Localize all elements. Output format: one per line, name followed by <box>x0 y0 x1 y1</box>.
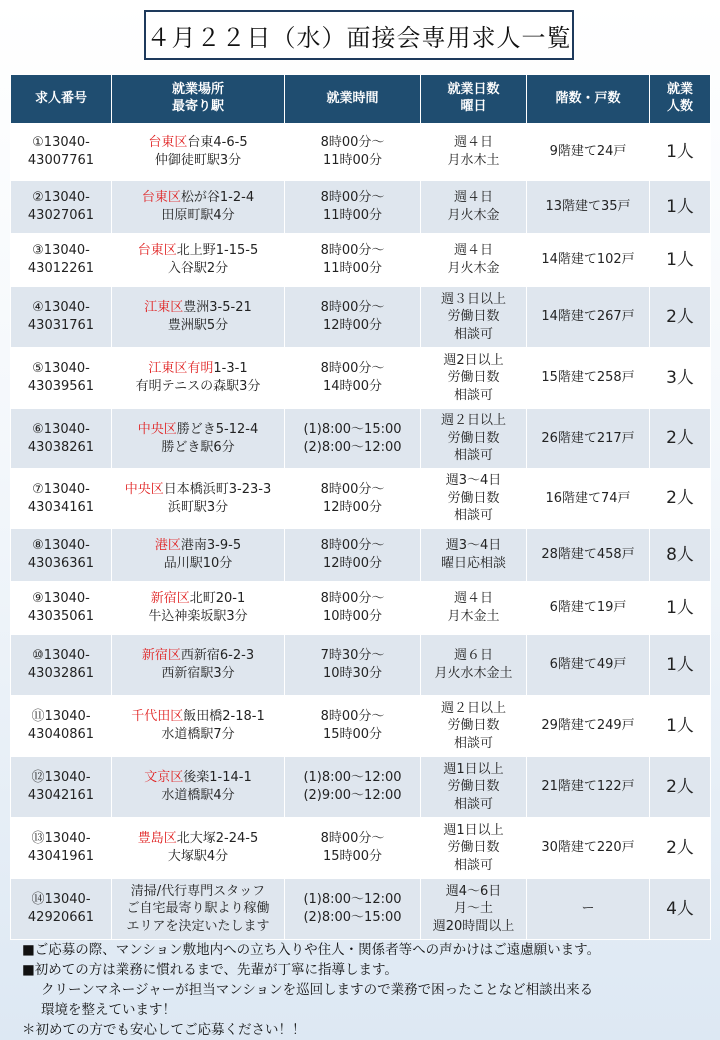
days-text: 週２日以上 <box>440 700 506 716</box>
job-id-cell: ⑩13040- 43032861 <box>11 635 112 696</box>
days-text: 月～土 <box>453 901 493 917</box>
address-text: 日本橋浜町3-23-3 <box>163 481 272 497</box>
days-cell <box>421 234 527 287</box>
header-people: 就業 人数 <box>650 75 711 124</box>
place-cell <box>112 181 285 234</box>
people-cell: 2人 <box>650 409 711 469</box>
ward-name: 江東区有明 <box>148 361 214 377</box>
note-line: ＊初めての方でも安心してご応募ください！！ <box>22 1022 306 1038</box>
days-cell <box>421 287 527 348</box>
job-id-cell: ⑧13040- 43036361 <box>11 529 112 582</box>
ward-name: 中央区 <box>137 421 177 437</box>
ward-name: 新宿区 <box>150 591 190 607</box>
people-cell: 1人 <box>650 582 711 635</box>
ward-name: 豊島区 <box>137 831 177 847</box>
days-text: 週3～4日 <box>445 538 502 554</box>
address-text: 勝どき5-12-4 <box>176 421 259 437</box>
floors-cell: 14階建て102戸 <box>527 234 650 287</box>
address-text: 豊洲3-5-21 <box>183 300 252 316</box>
place-cell <box>112 879 285 940</box>
job-id-cell: ④13040- 43031761 <box>11 287 112 348</box>
ward-name: 文京区 <box>144 770 184 786</box>
days-text: 労働日数 <box>447 309 500 325</box>
ward-name: 新宿区 <box>141 648 181 664</box>
address-text: 1-3-1 <box>213 361 248 377</box>
floors-cell: 13階建て35戸 <box>527 181 650 234</box>
job-id-cell: ⑬13040- 43041961 <box>11 818 112 879</box>
table-row <box>11 879 711 940</box>
ward-name: 江東区 <box>144 300 184 316</box>
hours-cell: 8時00分～ 11時00分 <box>285 124 421 181</box>
address-text: 西新宿6-2-3 <box>180 648 255 664</box>
days-cell <box>421 879 527 940</box>
table-row <box>11 529 711 582</box>
people-cell: 1人 <box>650 124 711 181</box>
job-id-cell: ⑥13040- 43038261 <box>11 409 112 469</box>
station-text: 西新宿駅3分 <box>161 666 235 681</box>
job-id-cell: ③13040- 43012261 <box>11 234 112 287</box>
place-cell <box>112 234 285 287</box>
station-text: 田原町駅4分 <box>161 208 235 223</box>
days-text: 週4～6日 <box>445 883 502 899</box>
days-text: 月水木土 <box>447 153 500 168</box>
days-text: 相談可 <box>453 735 493 751</box>
address-text: 北大塚2-24-5 <box>176 831 259 847</box>
station-text: 浜町駅3分 <box>167 499 229 515</box>
station-text: 勝どき駅6分 <box>161 439 235 455</box>
place-cell <box>112 696 285 757</box>
days-text: 週４日 <box>453 190 493 206</box>
days-text: 週2日以上 <box>443 352 504 368</box>
days-text: 相談可 <box>453 387 493 403</box>
days-text: 月火木金 <box>447 261 500 276</box>
table-row <box>11 124 711 181</box>
ward-name: 台東区 <box>137 243 177 259</box>
job-id-cell: ⑫13040- 43042161 <box>11 757 112 818</box>
table-row <box>11 635 711 696</box>
table-row <box>11 409 711 469</box>
days-text: 週3～4日 <box>445 473 502 489</box>
job-id-cell: ⑦13040- 43034161 <box>11 469 112 529</box>
hours-cell: 8時00分～ 10時00分 <box>285 582 421 635</box>
job-id-cell: ⑪13040- 43040861 <box>11 696 112 757</box>
job-listing-table <box>10 74 711 940</box>
people-cell: 2人 <box>650 469 711 529</box>
station-text: エリアを決定いたします <box>126 918 270 934</box>
job-id-cell: ⑭13040- 42920661 <box>11 879 112 940</box>
header-days: 就業日数 曜日 <box>421 75 527 124</box>
address-text: 松が谷1-2-4 <box>180 190 255 206</box>
address-text: 港南3-9-5 <box>180 538 242 554</box>
table-header-row <box>11 75 711 124</box>
table-row <box>11 181 711 234</box>
floors-cell: 9階建て24戸 <box>527 124 650 181</box>
place-cell <box>112 124 285 181</box>
days-text: 相談可 <box>453 857 493 873</box>
days-text: 月火木金 <box>447 208 500 223</box>
people-cell: 2人 <box>650 287 711 348</box>
people-cell: 1人 <box>650 635 711 696</box>
people-cell: 1人 <box>650 181 711 234</box>
ward-name: 千代田区 <box>131 709 184 725</box>
floors-cell: 30階建て220戸 <box>527 818 650 879</box>
days-cell <box>421 757 527 818</box>
job-id-cell: ⑨13040- 43035061 <box>11 582 112 635</box>
days-text: 労働日数 <box>447 779 500 795</box>
days-text: 相談可 <box>453 508 493 524</box>
table-row <box>11 757 711 818</box>
days-text: 相談可 <box>453 796 493 812</box>
note-line: ■初めての方は業務に慣れるまで、先輩が丁寧に指導します。 <box>22 962 398 978</box>
table-row <box>11 818 711 879</box>
floors-cell: 16階建て74戸 <box>527 469 650 529</box>
floors-cell: 15階建て258戸 <box>527 348 650 409</box>
days-cell <box>421 181 527 234</box>
days-cell <box>421 582 527 635</box>
table-row <box>11 234 711 287</box>
people-cell: 4人 <box>650 879 711 940</box>
ward-name: 中央区 <box>124 481 164 497</box>
station-text: 水道橋駅7分 <box>161 727 235 742</box>
table-row <box>11 469 711 529</box>
note-line: ■ご応募の際、マンション敷地内への立ち入りや住人・関係者等への声かけはご遠慮願います。 <box>22 942 601 958</box>
header-time: 就業時間 <box>285 75 421 124</box>
days-text: 週６日 <box>453 648 493 664</box>
days-text: 月木金土 <box>447 609 500 624</box>
station-text: 有明テニスの森駅3分 <box>135 379 261 394</box>
ward-name: 台東区 <box>141 190 181 206</box>
page-title: ４月２２日（水）面接会専用求人一覧 <box>144 10 574 60</box>
place-cell <box>112 348 285 409</box>
address-text: 台東4-6-5 <box>187 135 248 151</box>
hours-cell: 8時00分～ 15時00分 <box>285 696 421 757</box>
days-text: 相談可 <box>453 448 493 464</box>
days-cell <box>421 529 527 582</box>
station-text: 品川駅10分 <box>163 556 233 571</box>
station-text: 牛込神楽坂駅3分 <box>148 609 248 624</box>
hours-cell: (1)8:00～12:00 (2)9:00～12:00 <box>285 757 421 818</box>
days-text: 週４日 <box>453 135 493 151</box>
hours-cell: (1)8:00～15:00 (2)8:00～12:00 <box>285 409 421 469</box>
days-text: 週２日以上 <box>440 413 506 429</box>
floors-cell: 28階建て458戸 <box>527 529 650 582</box>
table-row <box>11 696 711 757</box>
place-cell <box>112 582 285 635</box>
place-cell <box>112 818 285 879</box>
place-cell <box>112 409 285 469</box>
place-cell <box>112 635 285 696</box>
days-cell <box>421 635 527 696</box>
floors-cell: ー <box>527 879 650 940</box>
hours-cell: (1)8:00～12:00 (2)8:00～15:00 <box>285 879 421 940</box>
floors-cell: 26階建て217戸 <box>527 409 650 469</box>
days-text: 月火水木金土 <box>434 666 513 681</box>
place-cell <box>112 469 285 529</box>
table-row <box>11 582 711 635</box>
floors-cell: 6階建て49戸 <box>527 635 650 696</box>
people-cell: 1人 <box>650 696 711 757</box>
days-text: 週1日以上 <box>443 822 504 838</box>
floors-cell: 6階建て19戸 <box>527 582 650 635</box>
hours-cell: 8時00分～ 11時00分 <box>285 234 421 287</box>
address-text: 北上野1-15-5 <box>176 243 259 259</box>
hours-cell: 8時00分～ 12時00分 <box>285 529 421 582</box>
floors-cell: 29階建て249戸 <box>527 696 650 757</box>
note-line: 環境を整えています！ <box>41 1002 176 1018</box>
place-cell <box>112 529 285 582</box>
days-cell <box>421 818 527 879</box>
station-text: 大塚駅4分 <box>167 849 229 864</box>
station-text: 水道橋駅4分 <box>161 788 235 803</box>
table-row <box>11 287 711 348</box>
days-text: 労働日数 <box>447 490 500 506</box>
table-row <box>11 348 711 409</box>
people-cell: 2人 <box>650 818 711 879</box>
job-id-cell: ①13040- 43007761 <box>11 124 112 181</box>
hours-cell: 8時00分～ 15時00分 <box>285 818 421 879</box>
ward-name: 港区 <box>154 538 181 554</box>
note-line: クリーンマネージャーが担当マンションを巡回しますので業務で困ったことなど相談出来る <box>41 982 594 998</box>
days-cell <box>421 348 527 409</box>
hours-cell: 8時00分～ 11時00分 <box>285 181 421 234</box>
days-cell <box>421 409 527 469</box>
header-place: 就業場所 最寄り駅 <box>112 75 285 124</box>
station-text: 入谷駅2分 <box>167 261 229 276</box>
days-text: 労働日数 <box>447 840 500 856</box>
floors-cell: 21階建て122戸 <box>527 757 650 818</box>
days-text: 相談可 <box>453 326 493 342</box>
floors-cell: 14階建て267戸 <box>527 287 650 348</box>
address-text: 後楽1-14-1 <box>183 770 252 786</box>
days-text: 労働日数 <box>447 370 500 386</box>
days-text: 週４日 <box>453 591 493 607</box>
days-text: 週1日以上 <box>443 761 504 777</box>
job-id-cell: ⑤13040- 43039561 <box>11 348 112 409</box>
station-text: 豊洲駅5分 <box>167 318 229 333</box>
address-text: 清掃/代行専門スタッフ <box>130 883 266 899</box>
days-text: 週４日 <box>453 243 493 259</box>
days-text: 曜日応相談 <box>440 556 506 571</box>
job-id-cell: ②13040- 43027061 <box>11 181 112 234</box>
people-cell: 3人 <box>650 348 711 409</box>
hours-cell: 8時00分～ 12時00分 <box>285 287 421 348</box>
days-text: 週20時間以上 <box>432 918 515 934</box>
days-cell <box>421 696 527 757</box>
hours-cell: 8時00分～ 14時00分 <box>285 348 421 409</box>
days-cell <box>421 124 527 181</box>
hours-cell: 7時30分～ 10時30分 <box>285 635 421 696</box>
ward-name: 台東区 <box>148 135 188 151</box>
address-text: 北町20-1 <box>189 591 246 607</box>
header-id: 求人番号 <box>11 75 112 124</box>
days-text: 労働日数 <box>447 718 500 734</box>
place-cell <box>112 287 285 348</box>
people-cell: 8人 <box>650 529 711 582</box>
place-cell <box>112 757 285 818</box>
notes-section <box>22 940 712 1040</box>
days-text: 労働日数 <box>447 430 500 446</box>
people-cell: 1人 <box>650 234 711 287</box>
station-text: ご自宅最寄り駅より稼働 <box>126 901 270 917</box>
days-text: 週３日以上 <box>440 291 506 307</box>
people-cell: 2人 <box>650 757 711 818</box>
days-cell <box>421 469 527 529</box>
address-text: 飯田橋2-18-1 <box>183 709 265 725</box>
station-text: 仲御徒町駅3分 <box>154 153 242 168</box>
header-floors: 階数・戸数 <box>527 75 650 124</box>
hours-cell: 8時00分～ 12時00分 <box>285 469 421 529</box>
